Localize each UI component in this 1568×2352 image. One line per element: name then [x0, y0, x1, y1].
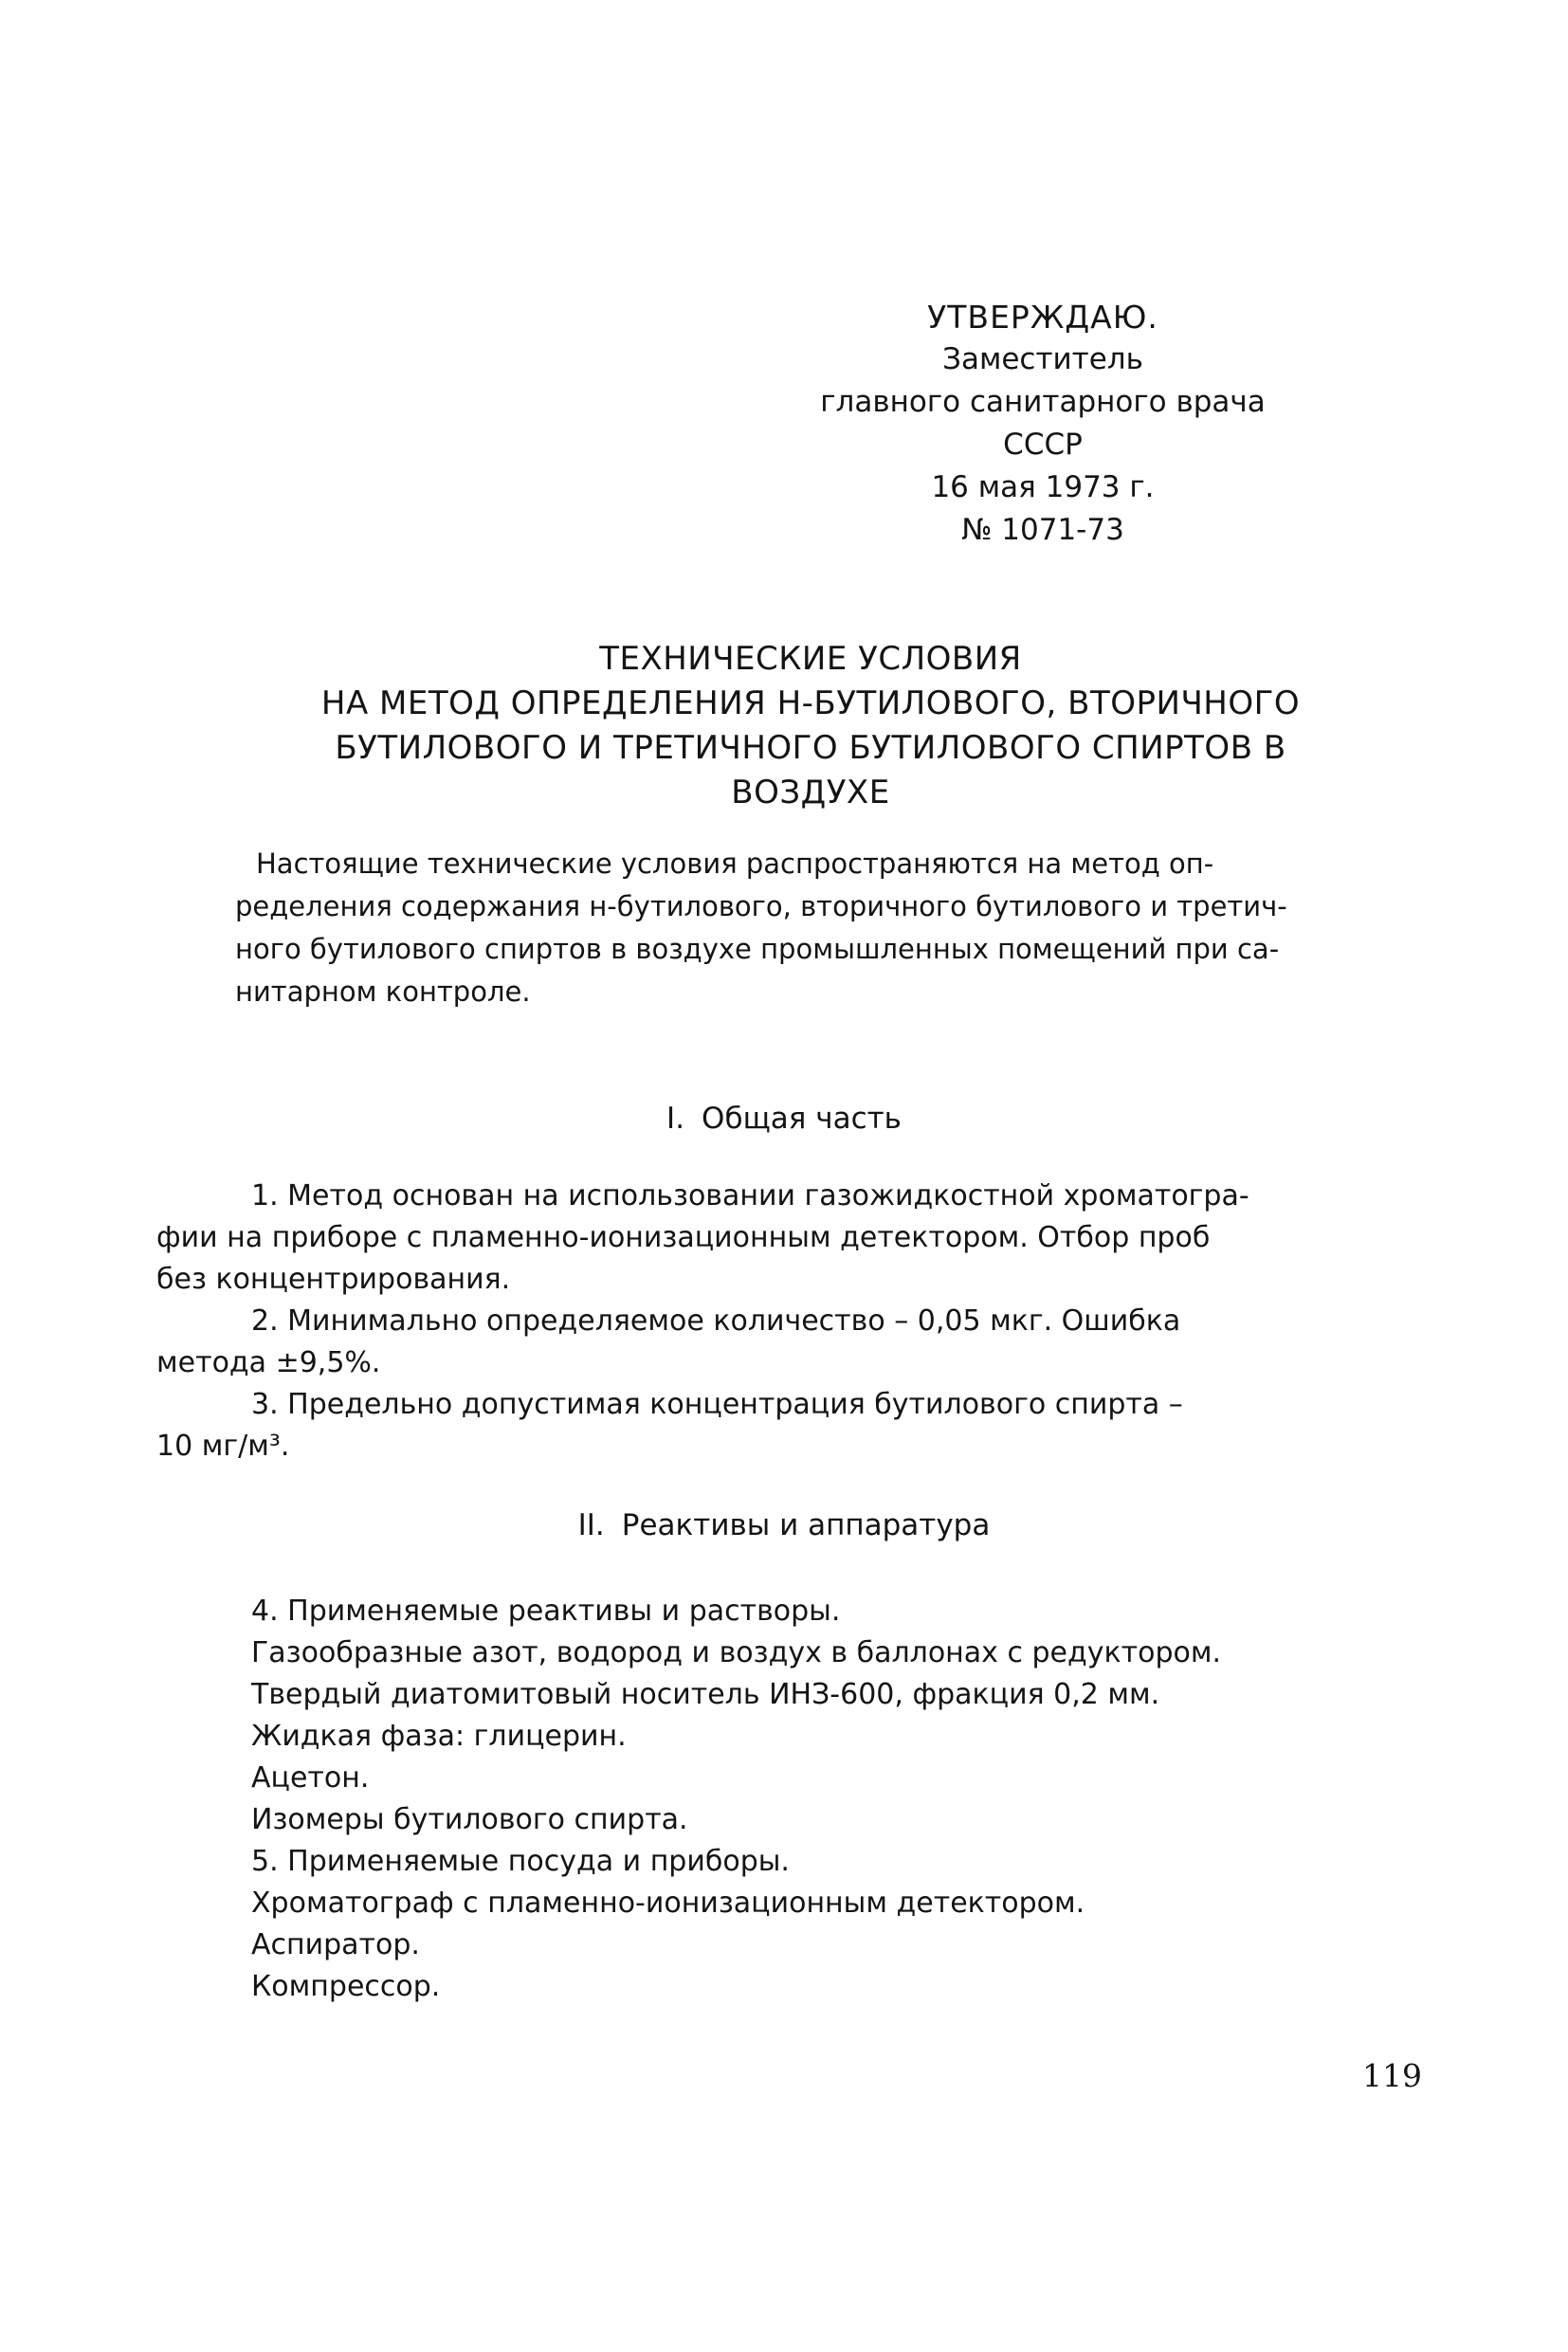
body-line: 1. Метод основан на использовании газожидкостной хроматогра- [251, 1179, 1249, 1212]
body-line: Газообразные азот, водород и воздух в баллонах с редуктором. [251, 1636, 1222, 1669]
body-line: Аспиратор. [251, 1928, 420, 1961]
body-line: 4. Применяемые реактивы и растворы. [251, 1595, 841, 1628]
page-number: 119 [1362, 2057, 1422, 2094]
approval-date: 16 мая 1973 г. [931, 470, 1155, 504]
title-line: ТЕХНИЧЕСКИЕ УСЛОВИЯ [599, 640, 1022, 678]
body-line: 5. Применяемые посуда и приборы. [251, 1845, 790, 1878]
title-line: БУТИЛОВОГО И ТРЕТИЧНОГО БУТИЛОВОГО СПИРТОВ В [335, 729, 1286, 767]
body-line: Компрессор. [251, 1970, 441, 2003]
body-line: Изомеры бутилового спирта. [251, 1803, 688, 1836]
approval-number: № 1071-73 [961, 513, 1124, 547]
section-title: Общая часть [702, 1102, 902, 1136]
section-numeral: II. [577, 1508, 605, 1542]
body-line: без концентрирования. [156, 1263, 511, 1296]
title-line: НА МЕТОД ОПРЕДЕЛЕНИЯ Н-БУТИЛОВОГО, ВТОРИЧНОГО [320, 684, 1301, 722]
section-heading-general [0, 1098, 1568, 1140]
body-line: Хроматограф с пламенно-ионизационным детектором. [251, 1887, 1085, 1920]
section-general-body [156, 1176, 1417, 1468]
approval-country: СССР [1003, 428, 1083, 462]
body-line: 2. Минимально определяемое количество – 0,05 мкг. Ошибка [251, 1304, 1181, 1338]
body-line: Жидкая фаза: глицерин. [251, 1720, 627, 1753]
approval-position-line1: Заместитель [942, 342, 1143, 376]
body-line: метода ±9,5%. [156, 1346, 381, 1379]
section-reagents-body [156, 1591, 1417, 2008]
body-line: 3. Предельно допустимая концентрация бутилового спирта – [251, 1388, 1183, 1421]
body-line: Твердый диатомитовый носитель ИНЗ-600, фракция 0,2 мм. [251, 1678, 1160, 1711]
intro-paragraph [235, 843, 1411, 1013]
approval-block [796, 296, 1289, 552]
intro-line: Настоящие технические условия распространяются на метод оп- [256, 848, 1214, 880]
approval-position-line2: главного санитарного врача [820, 385, 1266, 419]
body-line: Ацетон. [251, 1761, 370, 1795]
section-numeral: I. [666, 1102, 685, 1136]
intro-line: ределения содержания н-бутилового, вторичного бутилового и третич- [235, 890, 1287, 922]
intro-line: нитарном контроле. [235, 975, 531, 1008]
title-line: ВОЗДУХЕ [731, 774, 890, 811]
section-title: Реактивы и аппаратура [621, 1508, 991, 1542]
document-title [228, 637, 1394, 815]
approval-heading: УТВЕРЖДАЮ. [927, 299, 1158, 336]
body-line: фии на приборе с пламенно-ионизационным детектором. Отбор проб [156, 1221, 1211, 1254]
body-line: 10 мг/м³. [156, 1430, 290, 1463]
section-heading-reagents [0, 1504, 1568, 1546]
intro-line: ного бутилового спиртов в воздухе промышленных помещений при са- [235, 933, 1280, 965]
